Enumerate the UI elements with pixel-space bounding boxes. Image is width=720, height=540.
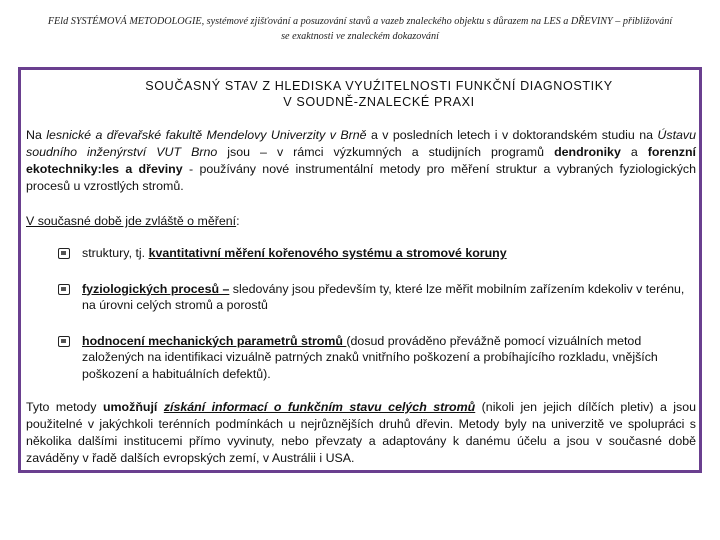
closing-paragraph	[26, 399, 696, 467]
closing-text-2: (nikoli jen jejich dílčích pletiv) a jsou použitelné v jakýchkoli terénních podmínkách u nejrůznějších druhů dřevin. Metody byly na univerzitě ve spolupráci s několika dalšími institucemi přímo vyvinuty, nebo převzaty a adaptovány k danému účelu a jsou v současné době zaváděny v řadě dalších evropských zemí, v Austrálii i USA.	[26, 400, 697, 465]
item-text-post: (dosud prováděno převážně pomocí vizuálních metod založených na identifikaci vizuálně patrných znaků vnitřního poškození a probíhajícího rozkladu, vnějších poškození a habituálních defektů).	[82, 333, 658, 381]
intro-text-2: a v posledních letech i v doktorandském studiu na	[366, 128, 658, 142]
intro-faculty: lesnické a dřevařské fakultě Mendelovy Univerzity v Brně	[46, 128, 367, 142]
subheading-text: V současné době jde zvláště o měření	[26, 214, 237, 228]
intro-institute: Ústavu soudního inženýrství VUT Brno	[26, 128, 696, 159]
page-header	[14, 14, 706, 44]
item-text-pre: struktury, tj.	[82, 246, 149, 260]
slide-content	[26, 78, 696, 467]
slide-title	[106, 78, 652, 110]
item-text-post: sledovány jsou především ty, které lze měřit mobilním zařízením kdekoliv v terénu, na úrovni celých stromů a porostů	[82, 281, 685, 312]
header-line-2: se exaktnosti ve znaleckém dokazování	[281, 31, 439, 42]
item-text-emph: hodnocení mechanických parametrů stromů	[82, 333, 347, 348]
intro-dendronika: dendroniky	[554, 145, 621, 159]
closing-enable: umožňují	[102, 400, 158, 414]
checkbox-bullet-icon	[58, 284, 70, 295]
subheading-colon: :	[236, 214, 240, 228]
item-text-emph: fyziologických procesů –	[82, 281, 230, 296]
list-item	[26, 333, 696, 383]
checkbox-bullet-icon	[58, 336, 70, 347]
intro-text-5: - používány nové instrumentální metody pro měření struktur a vybraných fyziologických procesů u vzrostlých stromů.	[26, 162, 696, 193]
intro-ekotechnika: forenzní ekotechniky:les a dřeviny	[26, 145, 696, 176]
intro-text-4: a	[620, 145, 648, 159]
list-item	[26, 245, 696, 262]
title-line-2: V SOUDNĚ-ZNALECKÉ PRAXI	[283, 95, 475, 109]
intro-text-1: Na	[26, 128, 47, 142]
closing-emph: získání informací o funkčním stavu celých stromů	[163, 400, 476, 414]
item-text-emph: kvantitativní měření kořenového systému a stromové koruny	[148, 246, 507, 260]
header-line-1: FEld SYSTÉMOVÁ METODOLOGIE, systémové zjišťování a posuzování stavů a vazeb znaleckého objektu s důrazem na LES a DŘEVINY – přibližování	[47, 16, 673, 27]
closing-text-1: Tyto metody	[26, 400, 103, 414]
measurement-subheading	[26, 213, 696, 229]
intro-text-3: jsou – v rámci výzkumných a studijních programů	[217, 145, 555, 159]
checkbox-bullet-icon	[58, 248, 70, 259]
list-item	[26, 281, 696, 314]
measurement-list	[26, 245, 696, 382]
intro-paragraph	[26, 127, 696, 195]
title-line-1: SOUČASNÝ STAV Z HLEDISKA VYUŹITELNOSTI FUNKČNÍ DIAGNOSTIKY	[145, 79, 613, 93]
